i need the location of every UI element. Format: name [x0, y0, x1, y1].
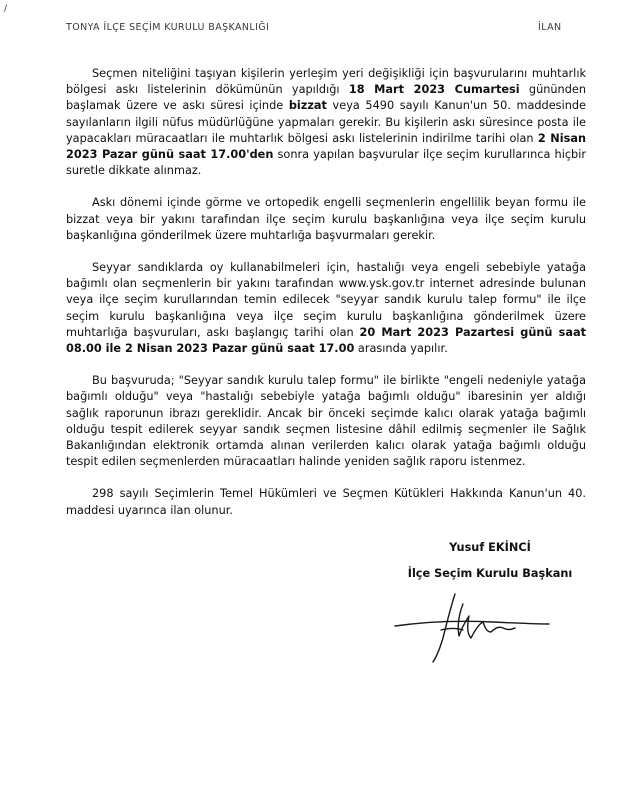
signer-title: İlçe Seçim Kurulu Başkanı	[407, 567, 573, 580]
emphasized-text: 2 Nisan 2023 Pazar günü saat 17.00'den	[66, 131, 587, 162]
issuer-header: TONYA İLÇE SEÇİM KURULU BAŞKANLIĞI	[66, 22, 270, 33]
signer-name: Yusuf EKİNCİ	[449, 541, 531, 554]
notice-label: İLAN	[538, 22, 562, 33]
paragraph-text: sonra yapılan başvurular ilçe seçim kurullarınca hiçbir suretle dikkate alınmaz.	[66, 148, 586, 178]
emphasized-text: 20 Mart 2023 Pazartesi günü saat 08.00 ile 2 Nisan 2023 Pazar günü saat 17.00	[66, 325, 587, 356]
emphasized-text: 18 Mart 2023 Cumartesi	[348, 83, 520, 97]
emphasized-text: bizzat	[288, 99, 327, 113]
paragraph-text: arasında yapılır.	[354, 342, 448, 356]
corner-mark: /	[4, 4, 8, 14]
notice-body	[66, 66, 586, 519]
handwritten-signature	[393, 586, 553, 666]
paragraph-text: Askı dönemi içinde görme ve ortopedik engelli seçmenlerin engellilik beyan formu ile bizzat veya bir yakını tarafından ilçe seçim kurulu başkanlığına veya ilçe seçim kurulu başkanlığına gönderilmek üzere muhtarlığa başvurmaları gerekir.	[66, 196, 586, 242]
paragraph-text: gününden başlamak üzere ve askı süresi içinde	[66, 83, 586, 113]
paragraph-text: Seçmen niteliğini taşıyan kişilerin yerleşim yeri değişikliği için başvurularını muhtarlık bölgesi askı listelerinin dökümünün yapıldığı	[66, 67, 586, 97]
notice-paragraph	[66, 486, 586, 518]
paragraph-text: veya 5490 sayılı Kanun'un 50. maddesinde sayılanların ilgili nüfus müdürlüğüne yapmaları gerekir. Bu kişilerin askı süresince posta ile yapacakları müracaatları ile muhtarlık bölgesi askı listelerinin indirilme tarihi olan	[66, 99, 586, 145]
notice-paragraph	[66, 66, 586, 179]
notice-paragraph	[66, 195, 586, 244]
paragraph-text: 298 sayılı Seçimlerin Temel Hükümleri ve Seçmen Kütükleri Hakkında Kanun'un 40. maddesi uyarınca ilan olunur.	[66, 487, 586, 517]
notice-paragraph	[66, 260, 586, 357]
signature-block	[390, 540, 590, 592]
paragraph-text: Bu başvuruda; "Seyyar sandık kurulu talep formu" ile birlikte "engeli nedeniyle yatağa bağımlı olduğu" veya "hastalığı sebebiyle yatağa bağımlı olduğu" ibaresinin yer aldığı sağlık raporunun ibrazı gereklidir. Ancak bir önceki seçimde kalıcı olarak yatağa bağımlı olduğu tespit edilerek seyyar sandık seçmen listesine dâhil edilmiş seçmenler ile Sağlık Bakanlığından elektronik ortamda alınan verilerden kalıcı olarak yatağa bağımlı olduğu tespit edilen seçmenlerden müracaatları halinde yeniden sağlık raporu istenmez.	[66, 374, 586, 469]
paragraph-text: Seyyar sandıklarda oy kullanabilmeleri için, hastalığı veya engeli sebebiyle yatağa bağımlı olan seçmenlerin bir yakını tarafından www.ysk.gov.tr internet adresinde bulunan veya ilçe seçim kurullarından temin edilecek "seyyar sandık kurulu talep formu" ile ilçe seçim kurulu başkanlığına veya ilçe seçim kurulu başkanlığına gönderilmek üzere muhtarlığa başvuruları, askı başlangıç tarihi olan	[66, 261, 586, 339]
notice-paragraph	[66, 373, 586, 470]
